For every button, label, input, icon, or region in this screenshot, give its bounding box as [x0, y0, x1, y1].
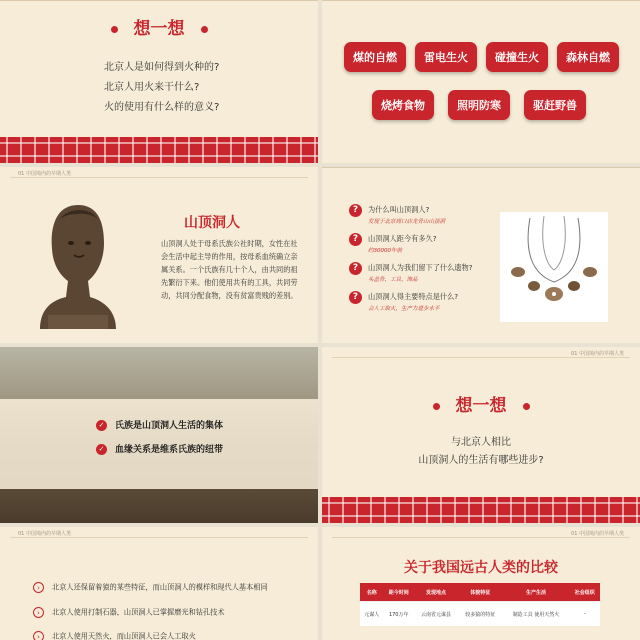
- table-cell: 云南省元谋县: [414, 602, 458, 627]
- question-icon: ?: [349, 291, 362, 304]
- point-text: 北京人使用天然火，而山顶洞人已会人工取火: [52, 631, 196, 640]
- lattice-pattern-band: [0, 137, 318, 163]
- column-header: 发现地点: [414, 583, 458, 602]
- slide-comparison-points[interactable]: [0, 527, 318, 640]
- dot-icon: [433, 403, 440, 410]
- table-cell: 较多猿的特征: [458, 602, 502, 627]
- chevron-right-icon: ›: [33, 582, 44, 593]
- table-header-row: [360, 583, 600, 602]
- chevron-right-icon: ›: [33, 607, 44, 618]
- divider: [322, 167, 640, 168]
- answer-text: 会人工取火，生产力进步水平: [368, 306, 440, 312]
- dot-icon: [523, 403, 530, 410]
- divider: [322, 0, 640, 1]
- check-icon: ✓: [96, 444, 107, 455]
- lattice-pattern-band: [322, 497, 640, 523]
- slide-qa[interactable]: [322, 167, 640, 343]
- chevron-right-icon: ›: [33, 631, 44, 640]
- option-button[interactable]: 碰撞生火: [486, 42, 548, 72]
- column-header: 名称: [360, 583, 384, 602]
- question-text: 山顶洞人为我们留下了什么遗物?: [368, 263, 473, 272]
- table-cell: 元谋人: [360, 602, 384, 627]
- option-button[interactable]: 驱赶野兽: [524, 90, 586, 120]
- column-header: 距今时间: [384, 583, 414, 602]
- question-icon: ?: [349, 204, 362, 217]
- slide-think-1[interactable]: [0, 0, 318, 163]
- check-icon: ✓: [96, 420, 107, 431]
- title-text: 想一想: [455, 396, 507, 416]
- divider: [332, 537, 630, 538]
- dot-icon: [111, 26, 118, 33]
- column-header: 社会组织: [570, 583, 600, 602]
- breadcrumb: 01 中国境内的早期人类: [18, 171, 71, 177]
- point-text: 北京人使用打制石器，山顶洞人已掌握磨光和钻孔技术: [52, 607, 225, 617]
- option-button[interactable]: 烧烤食物: [372, 90, 434, 120]
- comparison-table: [360, 583, 600, 626]
- question-icon: ?: [349, 262, 362, 275]
- table-title: 关于我国远古人类的比较: [404, 560, 558, 576]
- description-text: 山顶洞人处于母系氏族公社时期，女性在社会生活中起主导的作用，按母系血统确立亲属关系。一个氏族有几十个人，由共同的祖先繁衍下来。他们使用共有的工具，共同劳动，共同分配食物，没有贫富贵贱的差别。: [161, 239, 298, 300]
- divider: [332, 357, 630, 358]
- question-icon: ?: [349, 233, 362, 246]
- question: 北京人用火来干什么?: [104, 82, 200, 93]
- slide-shandingdong[interactable]: [0, 167, 318, 343]
- slide-title: [0, 14, 318, 39]
- answer-text: 约30000年前: [368, 248, 402, 254]
- column-header: 生产生活: [502, 583, 569, 602]
- table-row: [360, 602, 600, 627]
- dot-icon: [201, 26, 208, 33]
- bust-image: [38, 197, 118, 329]
- necklace-image: [500, 212, 608, 322]
- divider: [0, 0, 318, 1]
- slide-fire-uses[interactable]: [322, 0, 640, 163]
- breadcrumb: 01 中国境内的早期人类: [571, 351, 624, 357]
- slide-clan[interactable]: [0, 347, 318, 523]
- slide-comparison-table[interactable]: [322, 527, 640, 640]
- answer-text: 头盖骨、工具、饰品: [368, 277, 418, 283]
- option-button[interactable]: 煤的自燃: [344, 42, 406, 72]
- divider: [10, 537, 308, 538]
- point-row: [33, 607, 225, 618]
- point-row: [33, 582, 268, 593]
- question-text: 为什么叫山顶洞人?: [368, 205, 430, 214]
- table-cell: 制造工具 使用天然火: [502, 602, 569, 627]
- slide-think-2[interactable]: [322, 347, 640, 523]
- title-text: 想一想: [133, 19, 185, 39]
- option-button[interactable]: 森林自燃: [557, 42, 619, 72]
- point-text: 氏族是山顶洞人生活的集体: [115, 421, 224, 431]
- prompt-line: 山顶洞人的生活有哪些进步?: [418, 455, 544, 466]
- table-cell: -: [570, 602, 600, 627]
- question: 火的使用有什么样的意义?: [104, 102, 220, 113]
- divider: [10, 177, 308, 178]
- point-text: 血缘关系是维系氏族的纽带: [115, 445, 224, 455]
- question-text: 山顶洞人得主要特点是什么?: [368, 292, 459, 301]
- breadcrumb: 01 中国境内的早期人类: [18, 531, 71, 537]
- option-button[interactable]: 照明防寒: [448, 90, 510, 120]
- question: 北京人是如何得到火种的?: [104, 62, 220, 73]
- option-button[interactable]: 雷电生火: [415, 42, 477, 72]
- breadcrumb: 01 中国境内的早期人类: [571, 531, 624, 537]
- point-text: 北京人还保留着猿的某些特征，而山顶洞人的模样和现代人基本相同: [52, 582, 268, 592]
- answer-text: 发现于北京周口店龙骨山山顶洞: [368, 219, 446, 225]
- question-text: 山顶洞人距今有多久?: [368, 234, 437, 243]
- point-item: [96, 442, 223, 455]
- prompt-line: 与北京人相比: [451, 437, 511, 448]
- column-header: 体貌特征: [458, 583, 502, 602]
- point-row: [33, 631, 196, 640]
- slide-title: [322, 391, 640, 416]
- table-cell: 170万年: [384, 602, 414, 627]
- point-item: [96, 418, 223, 431]
- slide-heading: 山顶洞人: [184, 215, 240, 231]
